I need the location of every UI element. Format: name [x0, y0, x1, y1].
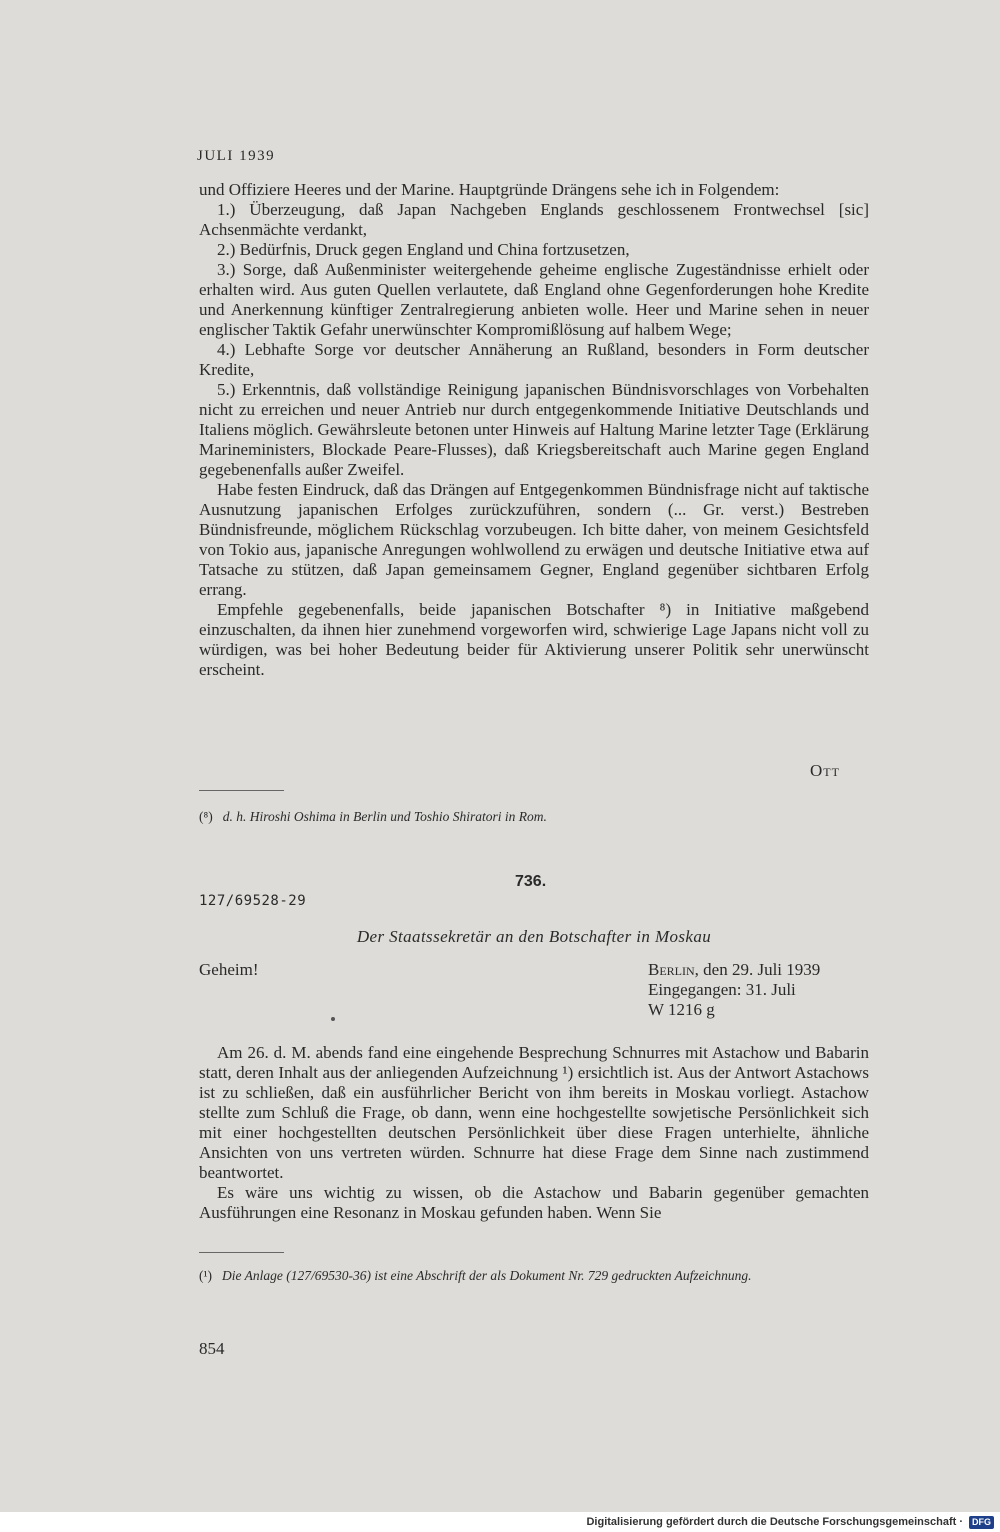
- paragraph: Habe festen Eindruck, daß das Drängen auf Entgegenkommen Bündnisfrage nicht auf taktische Ausnutzung japanischen Erfolges zurückzuführen, sondern (... Gr. verst.) Bestreben Bündnisfreunde, möglichem Rückschlag vorzubeugen. Ich bitte daher, von meinem Gesichtsfeld von Tokio aus, japanische Anregungen wohlwollend zu erwägen und deutsche Initiative etwa auf Tatsache zu stützen, daß Japan gemeinsamem Gegner, England gegenüber sichtbaren Erfolg errang.: [199, 480, 869, 599]
- running-head: JULI 1939: [197, 148, 276, 164]
- classification: Geheim!: [199, 960, 259, 979]
- file-reference: 127/69528-29: [199, 893, 307, 909]
- footnote-marker: (⁸): [199, 809, 213, 824]
- dfg-logo-icon: DFG: [969, 1516, 994, 1529]
- footnote-marker: (¹): [199, 1268, 213, 1283]
- ink-speck: [331, 1017, 335, 1021]
- date-block: [648, 960, 820, 1020]
- paragraph: Empfehle gegebenenfalls, beide japanischen Botschafter ⁸) in Initiative maßgebend einzuschalten, da ihnen hier zunehmend vorgeworfen wird, schwierige Lage Japans nicht voll zu würdigen, was bei hoher Bedeutung beider für Aktivierung unserer Politik sehr unerwünscht erscheint.: [199, 600, 869, 679]
- file-number: W 1216 g: [648, 1000, 715, 1019]
- telegram-body: [199, 180, 869, 680]
- signature: Ott: [810, 761, 840, 780]
- footnote: [199, 808, 869, 825]
- paragraph: Es wäre uns wichtig zu wissen, ob die Astachow und Babarin gegenüber gemachten Ausführungen eine Resonanz in Moskau gefunden haben. Wenn Sie: [199, 1183, 869, 1222]
- footnote: [199, 1267, 869, 1284]
- paragraph: 5.) Erkenntnis, daß vollständige Reinigung japanischen Bündnisvorschlages von Vorbehalten nicht zu erreichen und neuer Antrieb nur durch entgegenkommende Initiative Deutschlands und Italiens möglich. Gewährsleute betonen unter Hinweis auf Haltung Marine letzter Tage (Erklärung Marineministers, Blockade Peare-Flusses), daß Kriegsbereitschaft auch Marine gegen England gegebenenfalls außer Zweifel.: [199, 380, 869, 479]
- footnote-text: d. h. Hiroshi Oshima in Berlin und Toshio Shiratori in Rom.: [222, 809, 547, 824]
- footer-credit: Digitalisierung gefördert durch die Deutsche Forschungsgemeinschaft ·: [586, 1516, 963, 1528]
- paragraph: 1.) Überzeugung, daß Japan Nachgeben Englands geschlossenem Frontwechsel [sic] Achsenmächte verdankt,: [199, 200, 869, 239]
- received-line: Eingegangen: 31. Juli: [648, 980, 796, 999]
- footnote-text: Die Anlage (127/69530-36) ist eine Abschrift der als Dokument Nr. 729 gedruckten Aufzeichnung.: [222, 1268, 752, 1283]
- document-title: Der Staatssekretär an den Botschafter in Moskau: [356, 927, 712, 946]
- paragraph: 3.) Sorge, daß Außenminister weitergehende geheime englische Zugeständnisse erhielt oder erhalten wird. Aus guten Quellen verlautete, daß England ohne Gegenforderungen hohe Kredite und Anerkennung künftiger Zentralregierung anbieten wolle. Heer und Marine sehen in neuer englischer Taktik Gefahr unerwünschter Kompromißlösung auf halbem Wege;: [199, 260, 869, 339]
- date: , den 29. Juli 1939: [694, 960, 821, 979]
- footnote-divider: [199, 1252, 284, 1253]
- paragraph: Am 26. d. M. abends fand eine eingehende Besprechung Schnurres mit Astachow und Babarin statt, deren Inhalt aus der anliegenden Aufzeichnung ¹) ersichtlich ist. Aus der Antwort Astachows ist zu schließen, daß ein ausführlicher Bericht von ihm bereits in Moskau vorliegt. Astachow stellte zum Schluß die Frage, ob dann, wenn eine hochgestellte sowjetische Persönlichkeit sich mit einer hochgestellten deutschen Persönlichkeit über diese Fragen unterhielte, ähnliche Ansichten von uns vertreten würden. Schnurre hat diese Frage dem Sinne nach zustimmend beantwortet.: [199, 1043, 869, 1182]
- letter-body: [199, 1043, 869, 1223]
- footnote-divider: [199, 790, 284, 791]
- page-number: 854: [199, 1339, 225, 1358]
- paragraph: 2.) Bedürfnis, Druck gegen England und China fortzusetzen,: [217, 240, 630, 259]
- paragraph: und Offiziere Heeres und der Marine. Hauptgründe Drängens sehe ich in Folgendem:: [199, 180, 780, 199]
- place: Berlin: [648, 960, 695, 979]
- date-line: [648, 960, 820, 980]
- digitization-footer: [0, 1512, 1000, 1532]
- document-number: 736.: [515, 873, 547, 890]
- paragraph: 4.) Lebhafte Sorge vor deutscher Annäherung an Rußland, besonders in Form deutscher Kredite,: [199, 340, 869, 379]
